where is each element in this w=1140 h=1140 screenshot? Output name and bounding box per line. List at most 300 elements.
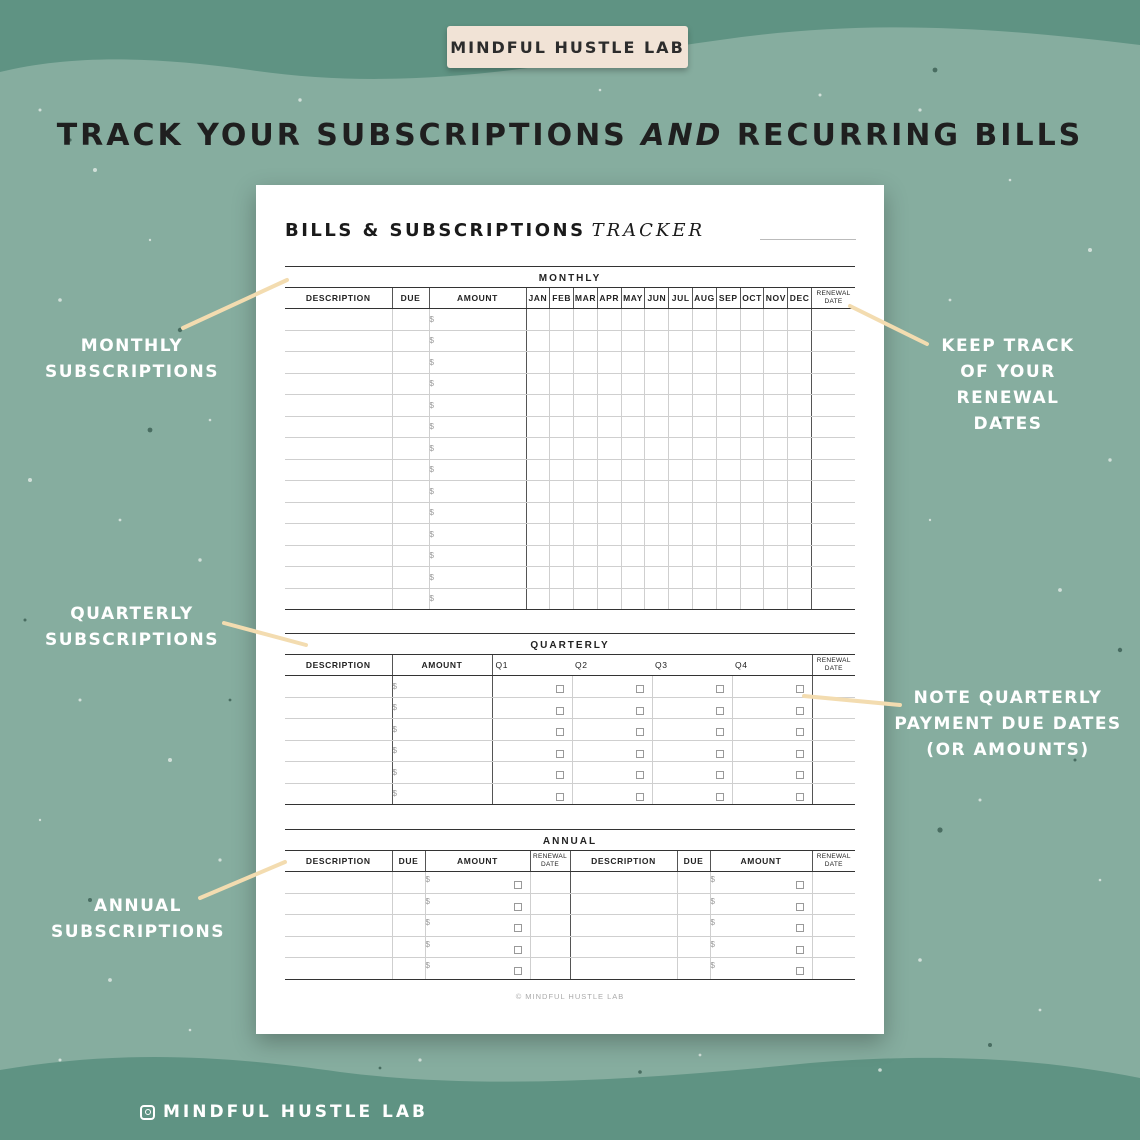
q3-cell[interactable] bbox=[652, 783, 732, 805]
description-cell[interactable] bbox=[285, 958, 392, 980]
description-cell[interactable] bbox=[285, 352, 392, 374]
renewal-date-cell[interactable] bbox=[812, 416, 855, 438]
checkbox[interactable] bbox=[716, 707, 724, 715]
month-cell[interactable] bbox=[764, 588, 788, 610]
month-cell[interactable] bbox=[526, 373, 550, 395]
renewal-date-cell[interactable] bbox=[812, 459, 855, 481]
q4-cell[interactable] bbox=[732, 719, 812, 741]
q3-cell[interactable] bbox=[652, 762, 732, 784]
month-cell[interactable] bbox=[550, 588, 574, 610]
month-cell[interactable] bbox=[621, 373, 645, 395]
checkbox[interactable] bbox=[556, 793, 564, 801]
checkbox[interactable] bbox=[796, 946, 804, 954]
checkbox[interactable] bbox=[636, 707, 644, 715]
renewal-date-cell[interactable] bbox=[812, 719, 855, 741]
month-cell[interactable] bbox=[645, 395, 669, 417]
description-cell[interactable] bbox=[285, 481, 392, 503]
checkbox[interactable] bbox=[514, 946, 522, 954]
month-cell[interactable] bbox=[740, 330, 764, 352]
month-cell[interactable] bbox=[669, 395, 693, 417]
q3-cell[interactable] bbox=[652, 719, 732, 741]
month-cell[interactable] bbox=[693, 438, 717, 460]
checkbox[interactable] bbox=[796, 881, 804, 889]
month-cell[interactable] bbox=[693, 524, 717, 546]
due-cell[interactable] bbox=[677, 936, 710, 958]
amount-cell[interactable] bbox=[429, 524, 526, 546]
checkbox[interactable] bbox=[796, 728, 804, 736]
renewal-date-cell[interactable] bbox=[812, 502, 855, 524]
month-cell[interactable] bbox=[693, 330, 717, 352]
amount-cell[interactable] bbox=[710, 893, 812, 915]
amount-cell[interactable] bbox=[429, 373, 526, 395]
amount-cell[interactable] bbox=[429, 416, 526, 438]
description-cell[interactable] bbox=[570, 915, 677, 937]
amount-cell[interactable] bbox=[710, 872, 812, 894]
description-cell[interactable] bbox=[285, 893, 392, 915]
month-cell[interactable] bbox=[621, 330, 645, 352]
month-cell[interactable] bbox=[526, 438, 550, 460]
due-cell[interactable] bbox=[392, 958, 425, 980]
month-cell[interactable] bbox=[788, 309, 812, 331]
month-cell[interactable] bbox=[669, 545, 693, 567]
month-cell[interactable] bbox=[764, 545, 788, 567]
month-cell[interactable] bbox=[788, 330, 812, 352]
month-cell[interactable] bbox=[693, 416, 717, 438]
renewal-date-cell[interactable] bbox=[812, 697, 855, 719]
checkbox[interactable] bbox=[796, 924, 804, 932]
renewal-date-cell[interactable] bbox=[812, 330, 855, 352]
checkbox[interactable] bbox=[716, 728, 724, 736]
amount-cell[interactable] bbox=[429, 502, 526, 524]
month-cell[interactable] bbox=[526, 588, 550, 610]
month-cell[interactable] bbox=[621, 588, 645, 610]
due-cell[interactable] bbox=[392, 524, 429, 546]
month-cell[interactable] bbox=[716, 524, 740, 546]
description-cell[interactable] bbox=[285, 395, 392, 417]
month-cell[interactable] bbox=[597, 567, 621, 589]
amount-cell[interactable] bbox=[392, 676, 492, 698]
month-cell[interactable] bbox=[645, 481, 669, 503]
q4-cell[interactable] bbox=[732, 762, 812, 784]
renewal-date-cell[interactable] bbox=[812, 395, 855, 417]
month-cell[interactable] bbox=[764, 309, 788, 331]
q3-cell[interactable] bbox=[652, 676, 732, 698]
month-cell[interactable] bbox=[526, 502, 550, 524]
month-cell[interactable] bbox=[574, 588, 598, 610]
month-cell[interactable] bbox=[693, 373, 717, 395]
month-cell[interactable] bbox=[764, 438, 788, 460]
month-cell[interactable] bbox=[597, 373, 621, 395]
description-cell[interactable] bbox=[285, 373, 392, 395]
q1-cell[interactable] bbox=[492, 719, 572, 741]
month-cell[interactable] bbox=[621, 567, 645, 589]
checkbox[interactable] bbox=[636, 728, 644, 736]
q3-cell[interactable] bbox=[652, 740, 732, 762]
month-cell[interactable] bbox=[526, 352, 550, 374]
renewal-date-cell[interactable] bbox=[812, 438, 855, 460]
checkbox[interactable] bbox=[514, 967, 522, 975]
month-cell[interactable] bbox=[574, 438, 598, 460]
amount-cell[interactable] bbox=[429, 459, 526, 481]
month-cell[interactable] bbox=[550, 545, 574, 567]
checkbox[interactable] bbox=[556, 750, 564, 758]
amount-cell[interactable] bbox=[392, 783, 492, 805]
renewal-date-cell[interactable] bbox=[812, 740, 855, 762]
due-cell[interactable] bbox=[392, 309, 429, 331]
amount-cell[interactable] bbox=[429, 438, 526, 460]
checkbox[interactable] bbox=[716, 793, 724, 801]
month-cell[interactable] bbox=[788, 588, 812, 610]
month-cell[interactable] bbox=[716, 481, 740, 503]
month-cell[interactable] bbox=[764, 352, 788, 374]
renewal-date-cell[interactable] bbox=[530, 872, 570, 894]
renewal-date-cell[interactable] bbox=[812, 915, 855, 937]
month-cell[interactable] bbox=[716, 373, 740, 395]
month-cell[interactable] bbox=[526, 459, 550, 481]
month-cell[interactable] bbox=[788, 459, 812, 481]
due-cell[interactable] bbox=[392, 481, 429, 503]
q2-cell[interactable] bbox=[572, 697, 652, 719]
month-cell[interactable] bbox=[788, 373, 812, 395]
month-cell[interactable] bbox=[526, 481, 550, 503]
renewal-date-cell[interactable] bbox=[812, 893, 855, 915]
month-cell[interactable] bbox=[788, 438, 812, 460]
q4-cell[interactable] bbox=[732, 697, 812, 719]
month-cell[interactable] bbox=[716, 588, 740, 610]
amount-cell[interactable] bbox=[392, 740, 492, 762]
renewal-date-cell[interactable] bbox=[812, 309, 855, 331]
month-cell[interactable] bbox=[740, 438, 764, 460]
checkbox[interactable] bbox=[796, 793, 804, 801]
month-cell[interactable] bbox=[669, 567, 693, 589]
checkbox[interactable] bbox=[636, 685, 644, 693]
checkbox[interactable] bbox=[796, 903, 804, 911]
month-cell[interactable] bbox=[550, 373, 574, 395]
month-cell[interactable] bbox=[550, 567, 574, 589]
month-cell[interactable] bbox=[716, 459, 740, 481]
q2-cell[interactable] bbox=[572, 762, 652, 784]
month-cell[interactable] bbox=[764, 567, 788, 589]
month-cell[interactable] bbox=[574, 524, 598, 546]
month-cell[interactable] bbox=[788, 416, 812, 438]
due-cell[interactable] bbox=[392, 588, 429, 610]
month-cell[interactable] bbox=[645, 502, 669, 524]
month-cell[interactable] bbox=[716, 438, 740, 460]
checkbox[interactable] bbox=[716, 771, 724, 779]
month-cell[interactable] bbox=[574, 373, 598, 395]
month-cell[interactable] bbox=[550, 416, 574, 438]
due-cell[interactable] bbox=[677, 872, 710, 894]
renewal-date-cell[interactable] bbox=[530, 958, 570, 980]
description-cell[interactable] bbox=[570, 936, 677, 958]
month-cell[interactable] bbox=[716, 395, 740, 417]
month-cell[interactable] bbox=[645, 309, 669, 331]
q1-cell[interactable] bbox=[492, 676, 572, 698]
month-cell[interactable] bbox=[788, 502, 812, 524]
amount-cell[interactable] bbox=[429, 309, 526, 331]
month-cell[interactable] bbox=[740, 395, 764, 417]
checkbox[interactable] bbox=[556, 685, 564, 693]
month-cell[interactable] bbox=[740, 373, 764, 395]
month-cell[interactable] bbox=[550, 481, 574, 503]
description-cell[interactable] bbox=[285, 872, 392, 894]
month-cell[interactable] bbox=[716, 416, 740, 438]
month-cell[interactable] bbox=[526, 524, 550, 546]
checkbox[interactable] bbox=[796, 685, 804, 693]
month-cell[interactable] bbox=[597, 438, 621, 460]
amount-cell[interactable] bbox=[429, 395, 526, 417]
renewal-date-cell[interactable] bbox=[812, 676, 855, 698]
month-cell[interactable] bbox=[645, 373, 669, 395]
month-cell[interactable] bbox=[716, 567, 740, 589]
description-cell[interactable] bbox=[285, 676, 392, 698]
month-cell[interactable] bbox=[526, 567, 550, 589]
checkbox[interactable] bbox=[556, 728, 564, 736]
renewal-date-cell[interactable] bbox=[812, 872, 855, 894]
description-cell[interactable] bbox=[285, 740, 392, 762]
amount-cell[interactable] bbox=[710, 936, 812, 958]
month-cell[interactable] bbox=[669, 330, 693, 352]
due-cell[interactable] bbox=[392, 567, 429, 589]
instagram-handle[interactable] bbox=[140, 1099, 428, 1125]
checkbox[interactable] bbox=[796, 707, 804, 715]
amount-cell[interactable] bbox=[429, 330, 526, 352]
checkbox[interactable] bbox=[514, 924, 522, 932]
month-cell[interactable] bbox=[645, 567, 669, 589]
q1-cell[interactable] bbox=[492, 740, 572, 762]
due-cell[interactable] bbox=[392, 416, 429, 438]
description-cell[interactable] bbox=[285, 330, 392, 352]
due-cell[interactable] bbox=[677, 958, 710, 980]
due-cell[interactable] bbox=[392, 352, 429, 374]
description-cell[interactable] bbox=[570, 893, 677, 915]
due-cell[interactable] bbox=[392, 502, 429, 524]
month-cell[interactable] bbox=[693, 352, 717, 374]
due-cell[interactable] bbox=[392, 893, 425, 915]
description-cell[interactable] bbox=[285, 915, 392, 937]
month-cell[interactable] bbox=[526, 330, 550, 352]
renewal-date-cell[interactable] bbox=[812, 762, 855, 784]
renewal-date-cell[interactable] bbox=[812, 783, 855, 805]
checkbox[interactable] bbox=[556, 707, 564, 715]
q2-cell[interactable] bbox=[572, 740, 652, 762]
month-cell[interactable] bbox=[645, 416, 669, 438]
checkbox[interactable] bbox=[514, 903, 522, 911]
month-cell[interactable] bbox=[788, 567, 812, 589]
month-cell[interactable] bbox=[693, 588, 717, 610]
month-cell[interactable] bbox=[621, 309, 645, 331]
month-cell[interactable] bbox=[740, 416, 764, 438]
month-cell[interactable] bbox=[621, 545, 645, 567]
month-cell[interactable] bbox=[788, 545, 812, 567]
checkbox[interactable] bbox=[796, 967, 804, 975]
month-cell[interactable] bbox=[597, 459, 621, 481]
amount-cell[interactable] bbox=[392, 719, 492, 741]
month-cell[interactable] bbox=[716, 545, 740, 567]
description-cell[interactable] bbox=[285, 567, 392, 589]
month-cell[interactable] bbox=[597, 352, 621, 374]
checkbox[interactable] bbox=[796, 771, 804, 779]
month-cell[interactable] bbox=[788, 481, 812, 503]
month-cell[interactable] bbox=[621, 481, 645, 503]
month-cell[interactable] bbox=[621, 395, 645, 417]
month-cell[interactable] bbox=[645, 524, 669, 546]
month-cell[interactable] bbox=[645, 459, 669, 481]
amount-cell[interactable] bbox=[425, 936, 530, 958]
checkbox[interactable] bbox=[636, 750, 644, 758]
amount-cell[interactable] bbox=[425, 872, 530, 894]
q4-cell[interactable] bbox=[732, 783, 812, 805]
description-cell[interactable] bbox=[285, 697, 392, 719]
month-cell[interactable] bbox=[621, 524, 645, 546]
month-cell[interactable] bbox=[574, 309, 598, 331]
month-cell[interactable] bbox=[526, 309, 550, 331]
month-cell[interactable] bbox=[550, 524, 574, 546]
month-cell[interactable] bbox=[669, 459, 693, 481]
month-cell[interactable] bbox=[550, 502, 574, 524]
q2-cell[interactable] bbox=[572, 783, 652, 805]
month-cell[interactable] bbox=[764, 524, 788, 546]
month-cell[interactable] bbox=[788, 395, 812, 417]
due-cell[interactable] bbox=[392, 438, 429, 460]
month-cell[interactable] bbox=[597, 588, 621, 610]
due-cell[interactable] bbox=[392, 395, 429, 417]
due-cell[interactable] bbox=[392, 872, 425, 894]
amount-cell[interactable] bbox=[429, 545, 526, 567]
month-cell[interactable] bbox=[645, 352, 669, 374]
month-cell[interactable] bbox=[740, 567, 764, 589]
month-cell[interactable] bbox=[693, 459, 717, 481]
month-cell[interactable] bbox=[764, 502, 788, 524]
month-cell[interactable] bbox=[669, 352, 693, 374]
due-cell[interactable] bbox=[392, 915, 425, 937]
month-cell[interactable] bbox=[574, 416, 598, 438]
month-cell[interactable] bbox=[597, 545, 621, 567]
amount-cell[interactable] bbox=[429, 567, 526, 589]
month-cell[interactable] bbox=[550, 459, 574, 481]
month-cell[interactable] bbox=[693, 567, 717, 589]
renewal-date-cell[interactable] bbox=[530, 893, 570, 915]
due-cell[interactable] bbox=[677, 915, 710, 937]
description-cell[interactable] bbox=[285, 545, 392, 567]
month-cell[interactable] bbox=[574, 502, 598, 524]
month-cell[interactable] bbox=[764, 395, 788, 417]
month-cell[interactable] bbox=[764, 373, 788, 395]
renewal-date-cell[interactable] bbox=[812, 352, 855, 374]
description-cell[interactable] bbox=[285, 936, 392, 958]
month-cell[interactable] bbox=[597, 502, 621, 524]
renewal-date-cell[interactable] bbox=[812, 936, 855, 958]
month-cell[interactable] bbox=[621, 459, 645, 481]
month-cell[interactable] bbox=[669, 373, 693, 395]
description-cell[interactable] bbox=[570, 958, 677, 980]
checkbox[interactable] bbox=[796, 750, 804, 758]
month-cell[interactable] bbox=[693, 395, 717, 417]
month-cell[interactable] bbox=[621, 352, 645, 374]
month-cell[interactable] bbox=[574, 330, 598, 352]
amount-cell[interactable] bbox=[392, 697, 492, 719]
q2-cell[interactable] bbox=[572, 719, 652, 741]
amount-cell[interactable] bbox=[429, 481, 526, 503]
month-cell[interactable] bbox=[669, 309, 693, 331]
q2-cell[interactable] bbox=[572, 676, 652, 698]
month-cell[interactable] bbox=[574, 459, 598, 481]
description-cell[interactable] bbox=[570, 872, 677, 894]
month-cell[interactable] bbox=[764, 330, 788, 352]
amount-cell[interactable] bbox=[425, 915, 530, 937]
month-cell[interactable] bbox=[645, 330, 669, 352]
renewal-date-cell[interactable] bbox=[530, 936, 570, 958]
due-cell[interactable] bbox=[392, 330, 429, 352]
renewal-date-cell[interactable] bbox=[812, 545, 855, 567]
q4-cell[interactable] bbox=[732, 740, 812, 762]
renewal-date-cell[interactable] bbox=[530, 915, 570, 937]
renewal-date-cell[interactable] bbox=[812, 481, 855, 503]
checkbox[interactable] bbox=[716, 685, 724, 693]
renewal-date-cell[interactable] bbox=[812, 373, 855, 395]
month-cell[interactable] bbox=[669, 524, 693, 546]
month-cell[interactable] bbox=[740, 352, 764, 374]
month-cell[interactable] bbox=[740, 524, 764, 546]
month-cell[interactable] bbox=[693, 545, 717, 567]
month-cell[interactable] bbox=[526, 395, 550, 417]
month-cell[interactable] bbox=[740, 545, 764, 567]
due-cell[interactable] bbox=[392, 936, 425, 958]
amount-cell[interactable] bbox=[392, 762, 492, 784]
month-cell[interactable] bbox=[669, 416, 693, 438]
due-cell[interactable] bbox=[392, 459, 429, 481]
month-cell[interactable] bbox=[645, 588, 669, 610]
month-cell[interactable] bbox=[597, 330, 621, 352]
amount-cell[interactable] bbox=[710, 915, 812, 937]
month-cell[interactable] bbox=[574, 395, 598, 417]
description-cell[interactable] bbox=[285, 438, 392, 460]
amount-cell[interactable] bbox=[429, 352, 526, 374]
month-cell[interactable] bbox=[574, 567, 598, 589]
renewal-date-cell[interactable] bbox=[812, 567, 855, 589]
month-cell[interactable] bbox=[740, 588, 764, 610]
description-cell[interactable] bbox=[285, 459, 392, 481]
renewal-date-cell[interactable] bbox=[812, 524, 855, 546]
month-cell[interactable] bbox=[764, 416, 788, 438]
month-cell[interactable] bbox=[669, 438, 693, 460]
description-cell[interactable] bbox=[285, 309, 392, 331]
checkbox[interactable] bbox=[636, 771, 644, 779]
month-cell[interactable] bbox=[526, 416, 550, 438]
checkbox[interactable] bbox=[716, 750, 724, 758]
month-cell[interactable] bbox=[693, 502, 717, 524]
q1-cell[interactable] bbox=[492, 697, 572, 719]
due-cell[interactable] bbox=[392, 373, 429, 395]
month-cell[interactable] bbox=[764, 459, 788, 481]
description-cell[interactable] bbox=[285, 762, 392, 784]
month-cell[interactable] bbox=[716, 352, 740, 374]
month-cell[interactable] bbox=[574, 481, 598, 503]
month-cell[interactable] bbox=[669, 502, 693, 524]
checkbox[interactable] bbox=[636, 793, 644, 801]
month-cell[interactable] bbox=[764, 481, 788, 503]
month-cell[interactable] bbox=[621, 416, 645, 438]
q1-cell[interactable] bbox=[492, 762, 572, 784]
amount-cell[interactable] bbox=[710, 958, 812, 980]
month-cell[interactable] bbox=[597, 416, 621, 438]
month-cell[interactable] bbox=[716, 309, 740, 331]
amount-cell[interactable] bbox=[425, 958, 530, 980]
month-cell[interactable] bbox=[669, 588, 693, 610]
renewal-date-cell[interactable] bbox=[812, 588, 855, 610]
description-cell[interactable] bbox=[285, 719, 392, 741]
month-cell[interactable] bbox=[740, 459, 764, 481]
